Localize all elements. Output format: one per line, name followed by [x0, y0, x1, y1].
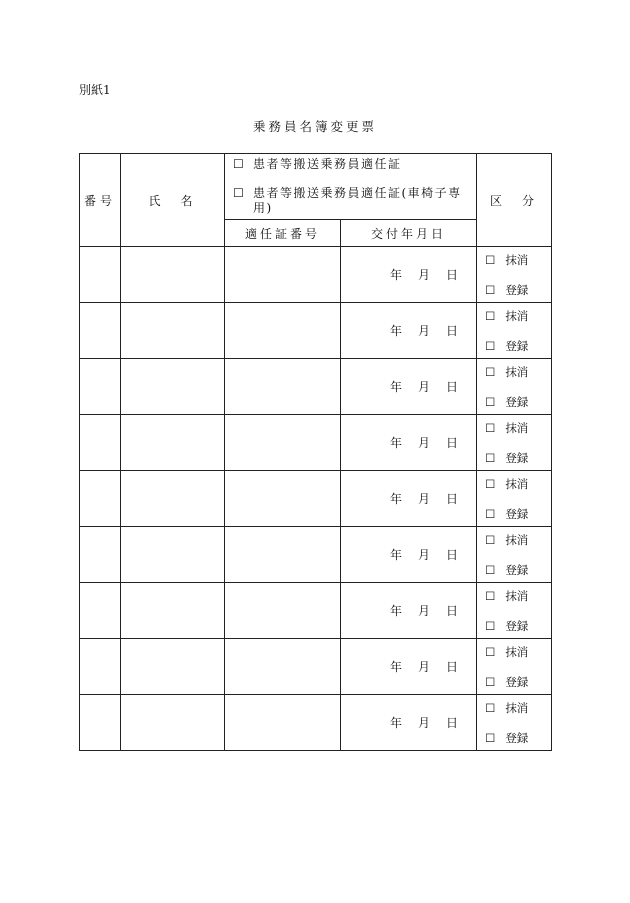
checkbox-icon[interactable]: ☐	[485, 253, 496, 267]
table-row	[80, 303, 552, 359]
category-option-delete[interactable]	[485, 532, 528, 548]
category-delete-label: 抹消	[505, 365, 529, 379]
number-cell[interactable]	[80, 583, 121, 639]
category-option-delete[interactable]	[485, 308, 528, 324]
name-cell[interactable]	[121, 583, 225, 639]
number-cell[interactable]	[80, 695, 121, 751]
cert-number-cell[interactable]	[225, 583, 341, 639]
day-unit: 日	[445, 604, 458, 618]
number-cell[interactable]	[80, 303, 121, 359]
table-row	[80, 471, 552, 527]
table-row	[80, 695, 552, 751]
cert-number-cell[interactable]	[225, 527, 341, 583]
category-cell	[477, 247, 552, 303]
checkbox-icon[interactable]: ☐	[485, 507, 496, 521]
category-delete-label: 抹消	[505, 645, 529, 659]
category-cell	[477, 471, 552, 527]
checkbox-icon[interactable]: ☐	[485, 701, 496, 715]
category-register-label: 登録	[505, 619, 529, 633]
checkbox-icon[interactable]: ☐	[485, 619, 496, 633]
checkbox-icon[interactable]: ☐	[485, 365, 496, 379]
category-cell	[477, 359, 552, 415]
day-unit: 日	[445, 660, 458, 674]
year-unit: 年	[389, 436, 402, 450]
checkbox-icon[interactable]: ☐	[485, 421, 496, 435]
category-register-label: 登録	[505, 395, 529, 409]
certificate-type-options	[225, 154, 477, 220]
table-row	[80, 639, 552, 695]
month-unit: 月	[417, 660, 430, 674]
number-cell[interactable]	[80, 415, 121, 471]
annex-label: 別紙1	[79, 83, 111, 97]
category-register-label: 登録	[505, 731, 529, 745]
checkbox-icon[interactable]: ☐	[485, 645, 496, 659]
checkbox-icon[interactable]: ☐	[485, 589, 496, 603]
category-cell	[477, 583, 552, 639]
day-unit: 日	[445, 380, 458, 394]
issue-date-cell[interactable]	[341, 415, 477, 471]
cert-option-standard-label: 患者等搬送乗務員適任証	[253, 157, 402, 171]
category-option-register[interactable]	[485, 506, 528, 522]
month-unit: 月	[417, 604, 430, 618]
table-row	[80, 359, 552, 415]
name-cell[interactable]	[121, 359, 225, 415]
checkbox-icon[interactable]: ☐	[485, 309, 496, 323]
category-option-register[interactable]	[485, 282, 528, 298]
category-delete-label: 抹消	[505, 701, 529, 715]
cert-option-wheelchair-label: 患者等搬送乗務員適任証(車椅子専用)	[253, 186, 462, 215]
checkbox-icon[interactable]: ☐	[485, 675, 496, 689]
checkbox-icon[interactable]: ☐	[485, 451, 496, 465]
checkbox-icon[interactable]: ☐	[233, 186, 246, 200]
category-delete-label: 抹消	[505, 477, 529, 491]
category-option-register[interactable]	[485, 338, 528, 354]
cert-number-cell[interactable]	[225, 471, 341, 527]
cert-number-cell[interactable]	[225, 359, 341, 415]
cert-number-cell[interactable]	[225, 415, 341, 471]
issue-date-cell[interactable]	[341, 527, 477, 583]
year-unit: 年	[389, 604, 402, 618]
month-unit: 月	[417, 380, 430, 394]
crew-roster-change-table	[79, 153, 552, 751]
issue-date-cell[interactable]	[341, 639, 477, 695]
category-register-label: 登録	[505, 563, 529, 577]
category-register-label: 登録	[505, 339, 529, 353]
year-unit: 年	[389, 324, 402, 338]
table-row	[80, 527, 552, 583]
issue-date-cell[interactable]	[341, 695, 477, 751]
checkbox-icon[interactable]: ☐	[485, 477, 496, 491]
name-cell[interactable]	[121, 303, 225, 359]
month-unit: 月	[417, 324, 430, 338]
year-unit: 年	[389, 548, 402, 562]
category-register-label: 登録	[505, 283, 529, 297]
day-unit: 日	[445, 324, 458, 338]
checkbox-icon[interactable]: ☐	[485, 395, 496, 409]
category-register-label: 登録	[505, 451, 529, 465]
category-option-register[interactable]	[485, 674, 528, 690]
number-cell[interactable]	[80, 639, 121, 695]
category-delete-label: 抹消	[505, 589, 529, 603]
number-cell[interactable]	[80, 247, 121, 303]
name-cell[interactable]	[121, 247, 225, 303]
cert-number-cell[interactable]	[225, 695, 341, 751]
form-title: 乗務員名簿変更票	[252, 119, 377, 134]
year-unit: 年	[389, 268, 402, 282]
name-cell[interactable]	[121, 639, 225, 695]
category-option-delete[interactable]	[485, 476, 528, 492]
checkbox-icon[interactable]: ☐	[233, 157, 246, 171]
header-number: 番号	[80, 154, 121, 247]
category-cell	[477, 639, 552, 695]
category-delete-label: 抹消	[505, 253, 529, 267]
number-cell[interactable]	[80, 527, 121, 583]
category-cell	[477, 415, 552, 471]
number-cell[interactable]	[80, 471, 121, 527]
issue-date-cell[interactable]	[341, 247, 477, 303]
day-unit: 日	[445, 492, 458, 506]
month-unit: 月	[417, 716, 430, 730]
table-row	[80, 415, 552, 471]
category-option-delete[interactable]	[485, 364, 528, 380]
header-cert-number: 適任証番号	[225, 220, 341, 247]
issue-date-cell[interactable]	[341, 359, 477, 415]
day-unit: 日	[445, 716, 458, 730]
table-row	[80, 247, 552, 303]
month-unit: 月	[417, 436, 430, 450]
category-option-delete[interactable]	[485, 644, 528, 660]
month-unit: 月	[417, 492, 430, 506]
category-cell	[477, 303, 552, 359]
category-option-delete[interactable]	[485, 420, 528, 436]
name-cell[interactable]	[121, 695, 225, 751]
table-row	[80, 583, 552, 639]
category-register-label: 登録	[505, 507, 529, 521]
issue-date-cell[interactable]	[341, 583, 477, 639]
category-option-register[interactable]	[485, 730, 528, 746]
cert-number-cell[interactable]	[225, 639, 341, 695]
header-category: 区 分	[477, 154, 552, 247]
category-delete-label: 抹消	[505, 421, 529, 435]
checkbox-icon[interactable]: ☐	[485, 283, 496, 297]
checkbox-icon[interactable]: ☐	[485, 731, 496, 745]
year-unit: 年	[389, 716, 402, 730]
name-cell[interactable]	[121, 415, 225, 471]
year-unit: 年	[389, 492, 402, 506]
cert-option-wheelchair[interactable]	[233, 186, 476, 216]
name-cell[interactable]	[121, 471, 225, 527]
cert-number-cell[interactable]	[225, 303, 341, 359]
checkbox-icon[interactable]: ☐	[485, 533, 496, 547]
category-option-register[interactable]	[485, 450, 528, 466]
checkbox-icon[interactable]: ☐	[485, 339, 496, 353]
year-unit: 年	[389, 660, 402, 674]
category-delete-label: 抹消	[505, 533, 529, 547]
name-cell[interactable]	[121, 527, 225, 583]
category-option-register[interactable]	[485, 562, 528, 578]
category-cell	[477, 695, 552, 751]
category-register-label: 登録	[505, 675, 529, 689]
category-option-delete[interactable]	[485, 700, 528, 716]
day-unit: 日	[445, 436, 458, 450]
category-delete-label: 抹消	[505, 309, 529, 323]
day-unit: 日	[445, 548, 458, 562]
year-unit: 年	[389, 380, 402, 394]
category-option-register[interactable]	[485, 618, 528, 634]
category-option-register[interactable]	[485, 394, 528, 410]
header-issue-date: 交付年月日	[341, 220, 477, 247]
category-option-delete[interactable]	[485, 588, 528, 604]
month-unit: 月	[417, 548, 430, 562]
category-option-delete[interactable]	[485, 252, 528, 268]
issue-date-cell[interactable]	[341, 471, 477, 527]
issue-date-cell[interactable]	[341, 303, 477, 359]
cert-option-standard[interactable]	[233, 157, 476, 172]
header-name: 氏 名	[121, 154, 225, 247]
month-unit: 月	[417, 268, 430, 282]
day-unit: 日	[445, 268, 458, 282]
number-cell[interactable]	[80, 359, 121, 415]
checkbox-icon[interactable]: ☐	[485, 563, 496, 577]
category-cell	[477, 527, 552, 583]
cert-number-cell[interactable]	[225, 247, 341, 303]
